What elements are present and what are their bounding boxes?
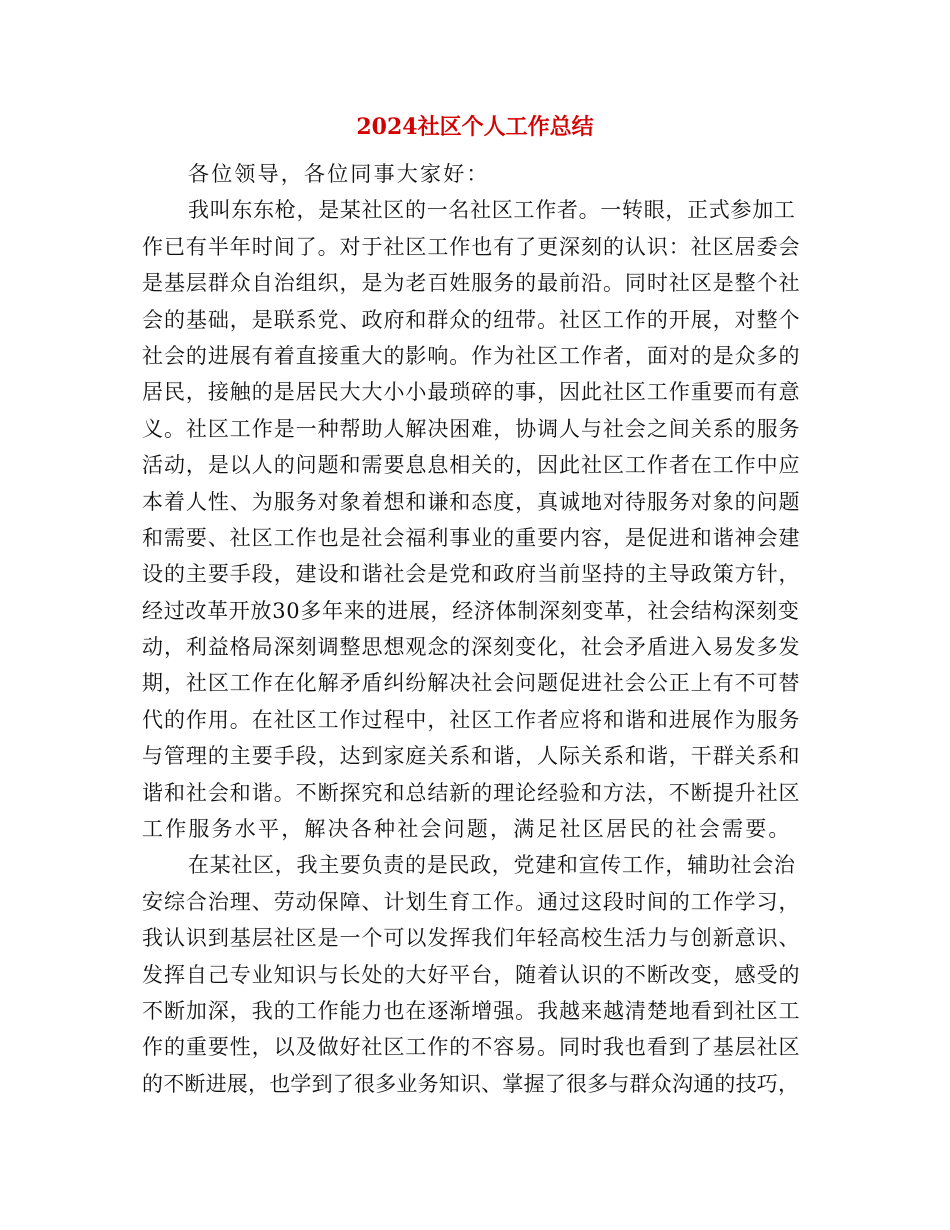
document-title: 2024社区个人工作总结	[356, 114, 594, 140]
text-line: 动，利益格局深刻调整思想观念的深刻变化，社会矛盾进入易发多发	[142, 635, 801, 660]
text-line: 代的作用。在社区工作过程中，社区工作者应将和谐和进展作为服务	[142, 707, 801, 732]
text-line: 工作服务水平，解决各种社会问题，满足社区居民的社会需要。	[142, 817, 792, 842]
text-line: 不断加深，我的工作能力也在逐渐增强。我越来越清楚地看到社区工	[142, 998, 801, 1023]
text-line: 本着人性、为服务对象着想和谦和态度，真诚地对待服务对象的问题	[142, 489, 801, 514]
text-line: 居民，接触的是居民大大小小最琐碎的事，因此社区工作重要而有意	[142, 380, 801, 405]
text-line: 安综合治理、劳动保障、计划生育工作。通过这段时间的工作学习，	[142, 889, 801, 914]
text-line: 发挥自己专业知识与长处的大好平台，随着认识的不断改变，感受的	[142, 962, 801, 987]
text-line: 期，社区工作在化解矛盾纠纷解决社会问题促进社会公正上有不可替	[142, 671, 801, 696]
text-line: 活动，是以人的问题和需要息息相关的，因此社区工作者在工作中应	[142, 453, 801, 478]
text-line: 的不断进展，也学到了很多业务知识、掌握了很多与群众沟通的技巧，	[142, 1071, 800, 1096]
text-line: 我认识到基层社区是一个可以发挥我们年轻高校生活力与创新意识、	[142, 926, 801, 951]
text-line: 我叫东东枪，是某社区的一名社区工作者。一转眼，正式参加工	[188, 198, 796, 223]
text-line: 是基层群众自治组织，是为老百姓服务的最前沿。同时社区是整个社	[142, 271, 801, 296]
text-line: 谐和社会和谐。不断探究和总结新的理论经验和方法，不断提升社区	[142, 780, 801, 805]
text-line: 社会的进展有着直接重大的影响。作为社区工作者，面对的是众多的	[142, 343, 801, 368]
text-line: 和需要、社区工作也是社会福利事业的重要内容，是促进和谐神会建	[142, 525, 801, 550]
text-line: 义。社区工作是一种帮助人解决困难，协调人与社会之间关系的服务	[142, 416, 801, 441]
text-line: 会的基础，是联系党、政府和群众的纽带。社区工作的开展，对整个	[142, 307, 801, 332]
text-line: 各位领导，各位同事大家好：	[188, 162, 490, 186]
text-line: 作已有半年时间了。对于社区工作也有了更深刻的认识：社区居委会	[142, 234, 801, 259]
text-line: 设的主要手段，建设和谐社会是党和政府当前坚持的主导政策方针，	[142, 562, 801, 587]
text-line: 经过改革开放30多年来的进展，经济体制深刻变革，社会结构深刻变	[142, 598, 800, 623]
text-line: 在某社区，我主要负责的是民政，党建和宣传工作，辅助社会治	[188, 853, 796, 878]
document-body	[142, 156, 802, 1102]
text-line: 作的重要性，以及做好社区工作的不容易。同时我也看到了基层社区	[142, 1035, 801, 1060]
text-line: 与管理的主要手段，达到家庭关系和谐，人际关系和谐，干群关系和	[142, 744, 801, 769]
